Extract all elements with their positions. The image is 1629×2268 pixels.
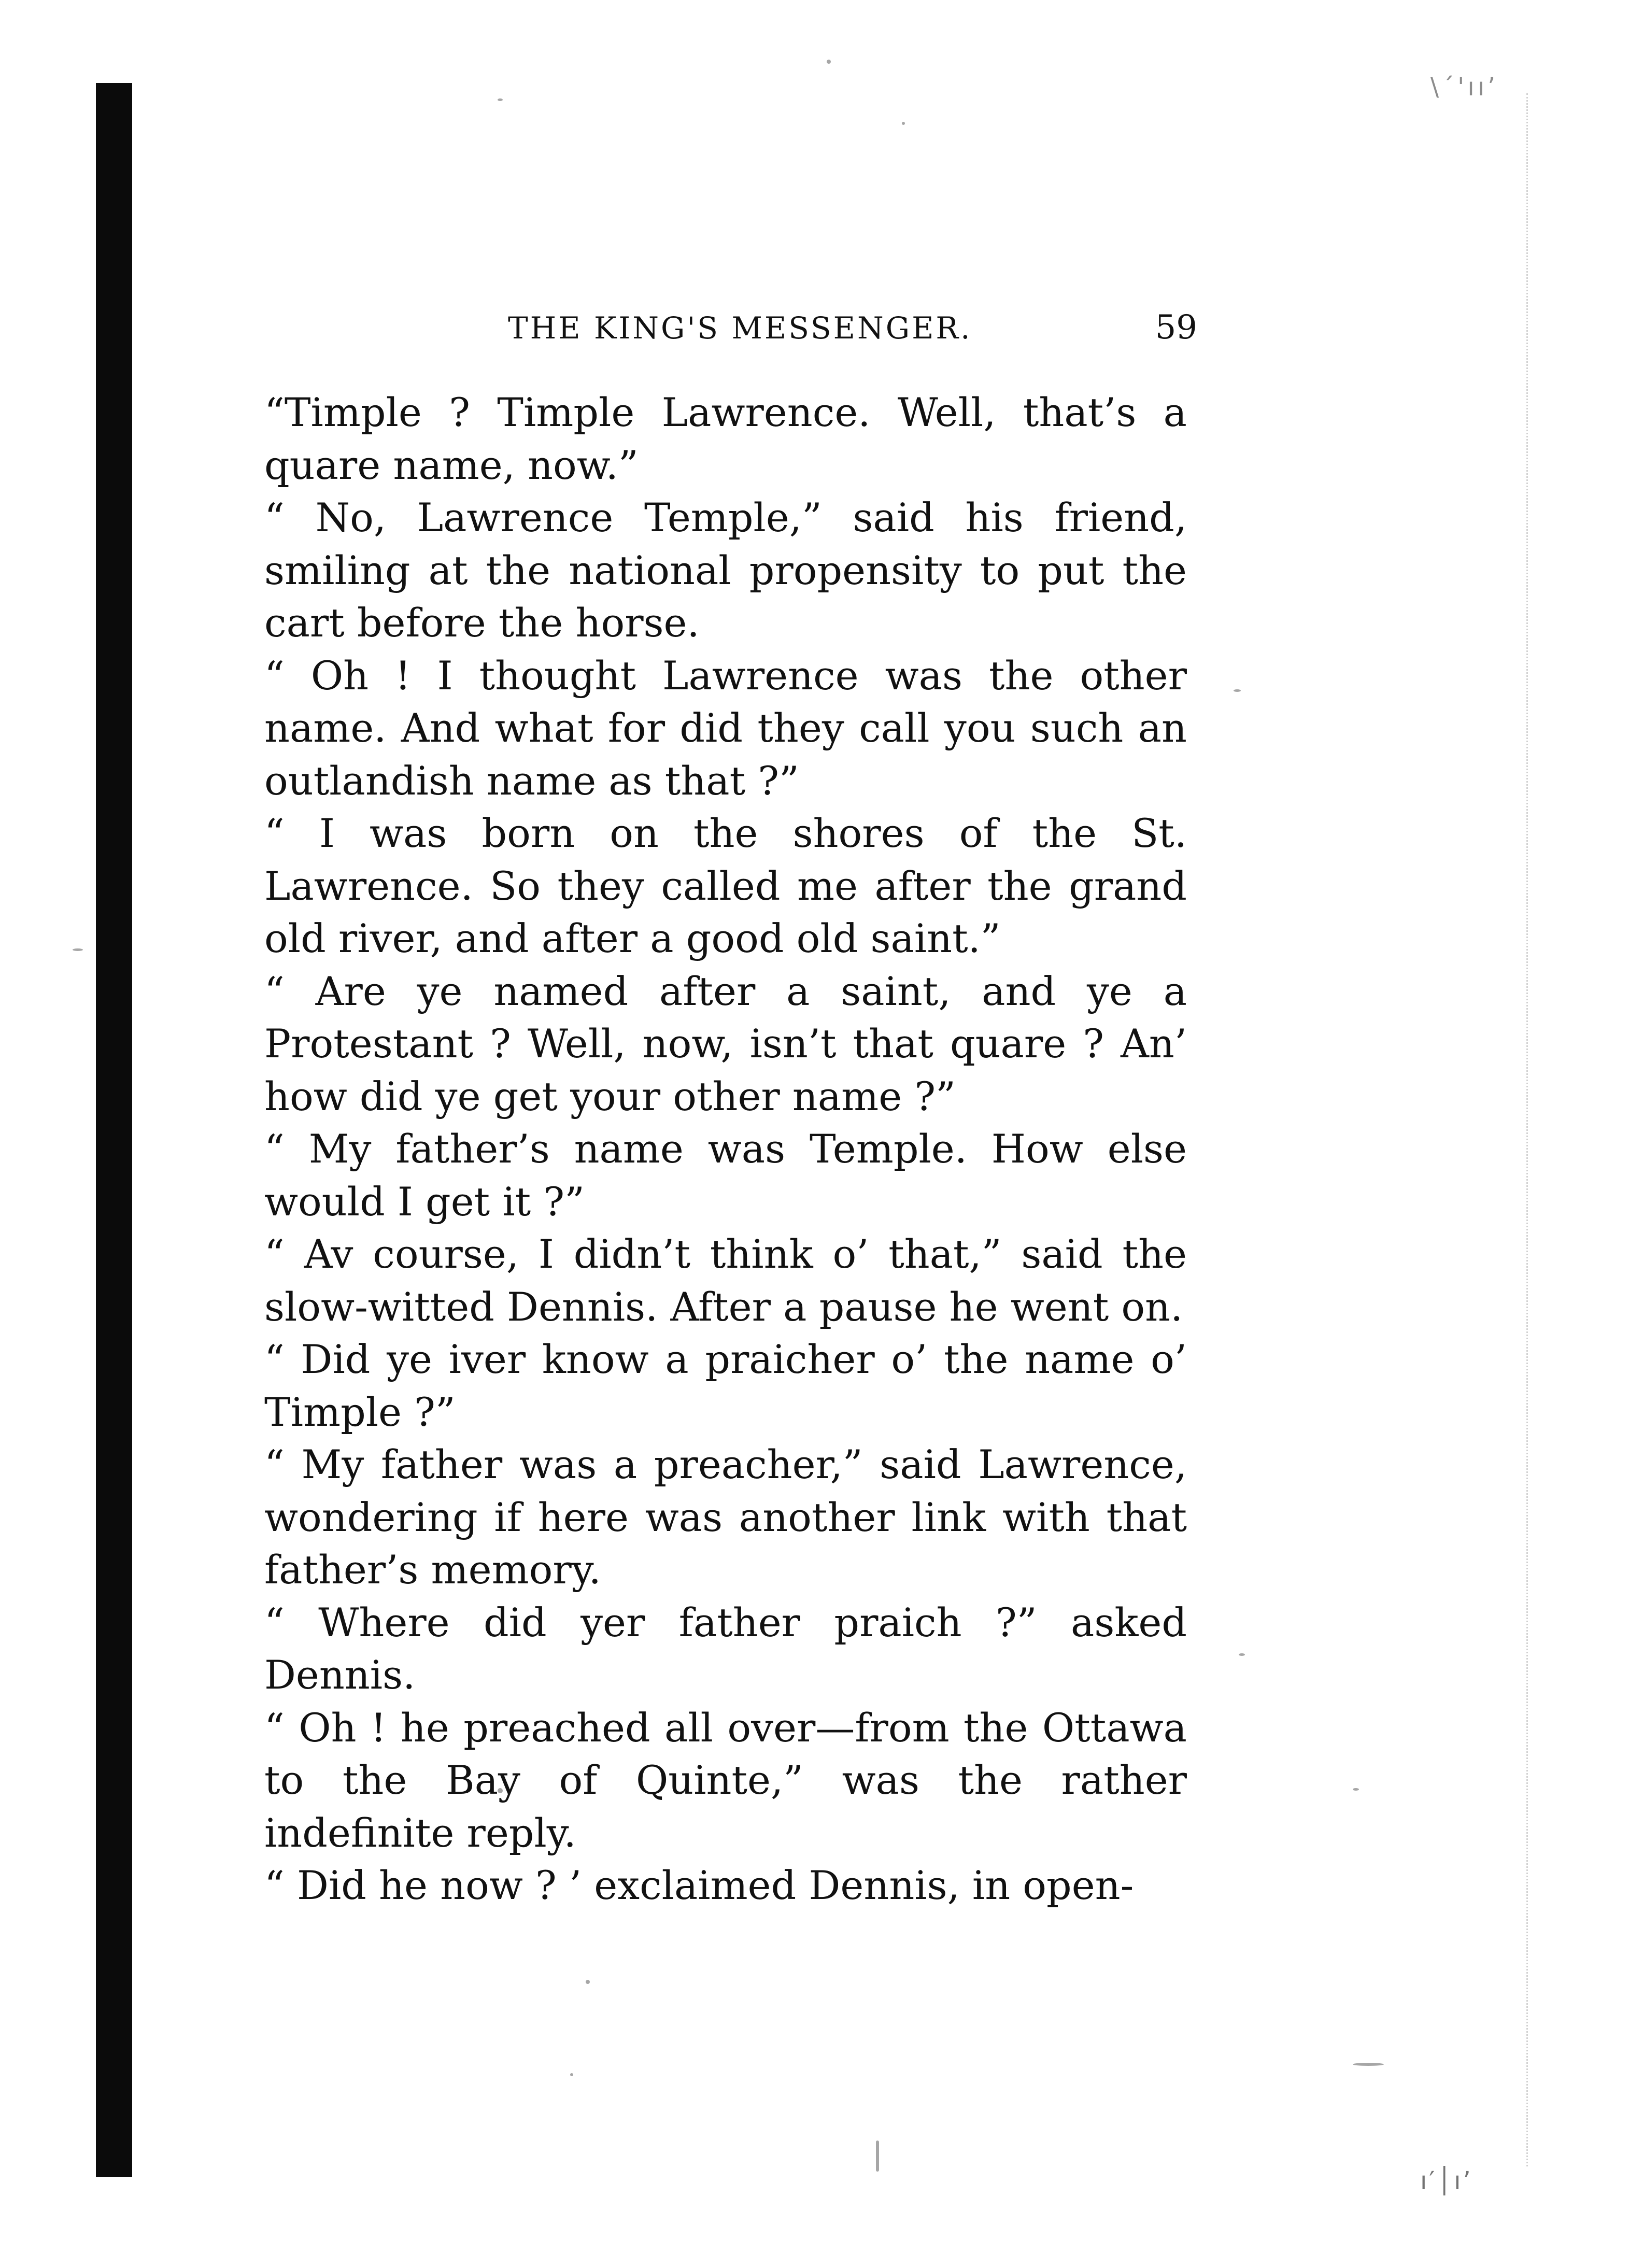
paragraph: “ Did he now ? ’ exclaimed Dennis, in open- <box>264 1862 1134 1908</box>
scan-speck <box>73 948 83 951</box>
scan-speck <box>1353 1788 1359 1791</box>
paragraph: “ Where did yer father praich ?” asked Dennis. <box>264 1599 1187 1698</box>
paragraph: “ Are ye named after a saint, and ye a Protestant ? Well, now, isn’t that quare ? An’ how did ye get your other name ?” <box>264 968 1187 1119</box>
running-title: THE KING'S MESSENGER. <box>508 310 972 346</box>
paragraph: “ My father’s name was Temple. How else would I get it ?” <box>264 1126 1187 1225</box>
scan-speck <box>1353 2063 1384 2066</box>
paragraph: “ Av course, I didn’t think o’ that,” said the slow-witted Dennis. After a pause he went on. <box>264 1231 1187 1330</box>
page-number: 59 <box>1155 308 1197 347</box>
paragraph: “ My father was a preacher,” said Lawrence, wondering if here was another link with that father’s memory. <box>264 1441 1187 1593</box>
paragraph: “Timple ? Timple Lawrence. Well, that’s a quare name, now.” <box>264 389 1187 488</box>
paragraph: “ Oh ! I thought Lawrence was the other name. And what for did they call you such an outlandish name as that ?” <box>264 652 1187 804</box>
scan-speck <box>1239 1653 1245 1656</box>
paragraph: “ Did ye iver know a praicher o’ the name o’ Timple ?” <box>264 1336 1187 1435</box>
running-header <box>264 308 1197 355</box>
page-edge-artifacts <box>1526 93 1538 2166</box>
scan-speck <box>1234 689 1241 692</box>
binding-edge <box>96 83 132 2177</box>
scan-speck <box>876 2141 879 2172</box>
scan-speck <box>570 2073 573 2076</box>
scan-speck <box>827 60 831 64</box>
scan-speck <box>902 122 905 125</box>
scan-mark-bottom: ı′│ıʼ <box>1420 2166 1473 2195</box>
body-text <box>264 386 1187 1912</box>
scan-speck <box>586 1980 590 1984</box>
scan-speck <box>498 98 503 101</box>
paragraph: “ Oh ! he preached all over—from the Ottawa to the Bay of Quinte,” was the rather indefinite reply. <box>264 1704 1187 1856</box>
paragraph: “ No, Lawrence Temple,” said his friend, smiling at the national propensity to put the cart before the horse. <box>264 494 1187 646</box>
paragraph: “ I was born on the shores of the St. Lawrence. So they called me after the grand old river, and after a good old saint.” <box>264 810 1187 961</box>
scan-mark-top: \΄'ıı’ <box>1430 73 1499 102</box>
